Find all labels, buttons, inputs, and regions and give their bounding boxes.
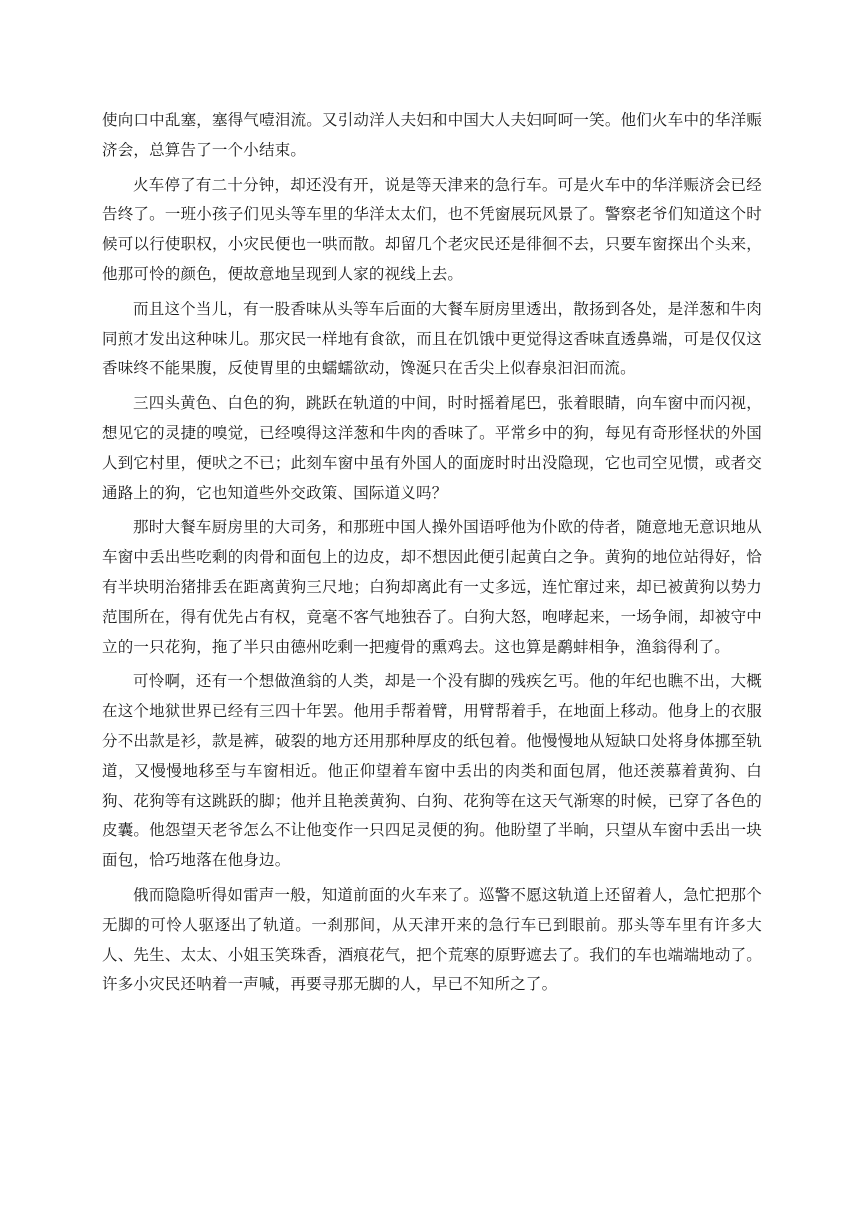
paragraph-5: 那时大餐车厨房里的大司务，和那班中国人操外国语呼他为仆欧的侍者，随意地无意识地从车窗中丢出些吃剩的肉骨和面包上的边皮，却不想因此便引起黄白之争。黄狗的地位站得好，恰有半块明治猪排丢在距离黄狗三尺地；白狗却离此有一丈多远，连忙窜过来，却已被黄狗以势力范围所在，得有优先占有权，竟毫不客气地独吞了。白狗大怒，咆哮起来，一场争闹，却被守中立的一只花狗，拖了半只由德州吃剩一把瘦骨的熏鸡去。这也算是鹬蚌相争，渔翁得利了。 — [102, 518, 762, 656]
paragraph-4: 三四头黄色、白色的狗，跳跃在轨道的中间，时时摇着尾巴，张着眼睛，向车窗中而闪视，想见它的灵捷的嗅觉，已经嗅得这洋葱和牛肉的香味了。平常乡中的狗，每见有奇形怪状的外国人到它村里，便吠之不已；此刻车窗中虽有外国人的面庞时时出没隐现，它也司空见惯，或者交通路上的狗，它也知道些外交政策、国际道义吗？ — [102, 394, 762, 502]
paragraph-6: 可怜啊，还有一个想做渔翁的人类，却是一个没有脚的残疾乞丐。他的年纪也瞧不出，大概在这个地狱世界已经有三四十年罢。他用手帮着臂，用臂帮着手，在地面上移动。他身上的衣服分不出款是衫，款是裤，破裂的地方还用那种厚皮的纸包着。他慢慢地从短缺口处将身体挪至轨道，又慢慢地移至与车窗相近。他正仰望着车窗中丢出的肉类和面包屑，他还羡慕着黄狗、白狗、花狗等有这跳跃的脚；他并且艳羡黄狗、白狗、花狗等在这天气渐寒的时候，已穿了各色的皮囊。他怨望天老爷怎么不让他变作一只四足灵便的狗。他盼望了半晌，只望从车窗中丢出一块面包，恰巧地落在他身边。 — [102, 672, 762, 870]
document-page — [102, 106, 762, 1005]
paragraph-7: 俄而隐隐听得如雷声一般，知道前面的火车来了。巡警不愿这轨道上还留着人，急忙把那个无脚的可怜人驱逐出了轨道。一刹那间，从天津开来的急行车已到眼前。那头等车里有许多大人、先生、太太、小姐玉笑珠香，酒痕花气，把个荒寒的原野遮去了。我们的车也端端地动了。许多小灾民还呐着一声喊，再要寻那无脚的人，早已不知所之了。 — [102, 885, 762, 994]
paragraph-2: 火车停了有二十分钟，却还没有开，说是等天津来的急行车。可是火车中的华洋赈济会已经告终了。一班小孩子们见头等车里的华洋太太们，也不凭窗展玩风景了。警察老爷们知道这个时候可以行使职权，小灾民便也一哄而散。却留几个老灾民还是徘徊不去，只要车窗探出个头来，他那可怜的颜色，便故意地呈现到人家的视线上去。 — [102, 175, 762, 283]
paragraph-3: 而且这个当儿，有一股香味从头等车后面的大餐车厨房里透出，散扬到各处，是洋葱和牛肉同煎才发出这种味儿。那灾民一样地有食欲，而且在饥饿中更觉得这香味直透鼻端，可是仅仅这香味终不能果腹，反使胃里的虫蠕蠕欲动，馋涎只在舌尖上似春泉汩汩而流。 — [102, 299, 762, 378]
paragraph-1: 使向口中乱塞，塞得气噎泪流。又引动洋人夫妇和中国大人夫妇呵呵一笑。他们火车中的华洋赈济会，总算告了一个小结束。 — [102, 111, 762, 159]
